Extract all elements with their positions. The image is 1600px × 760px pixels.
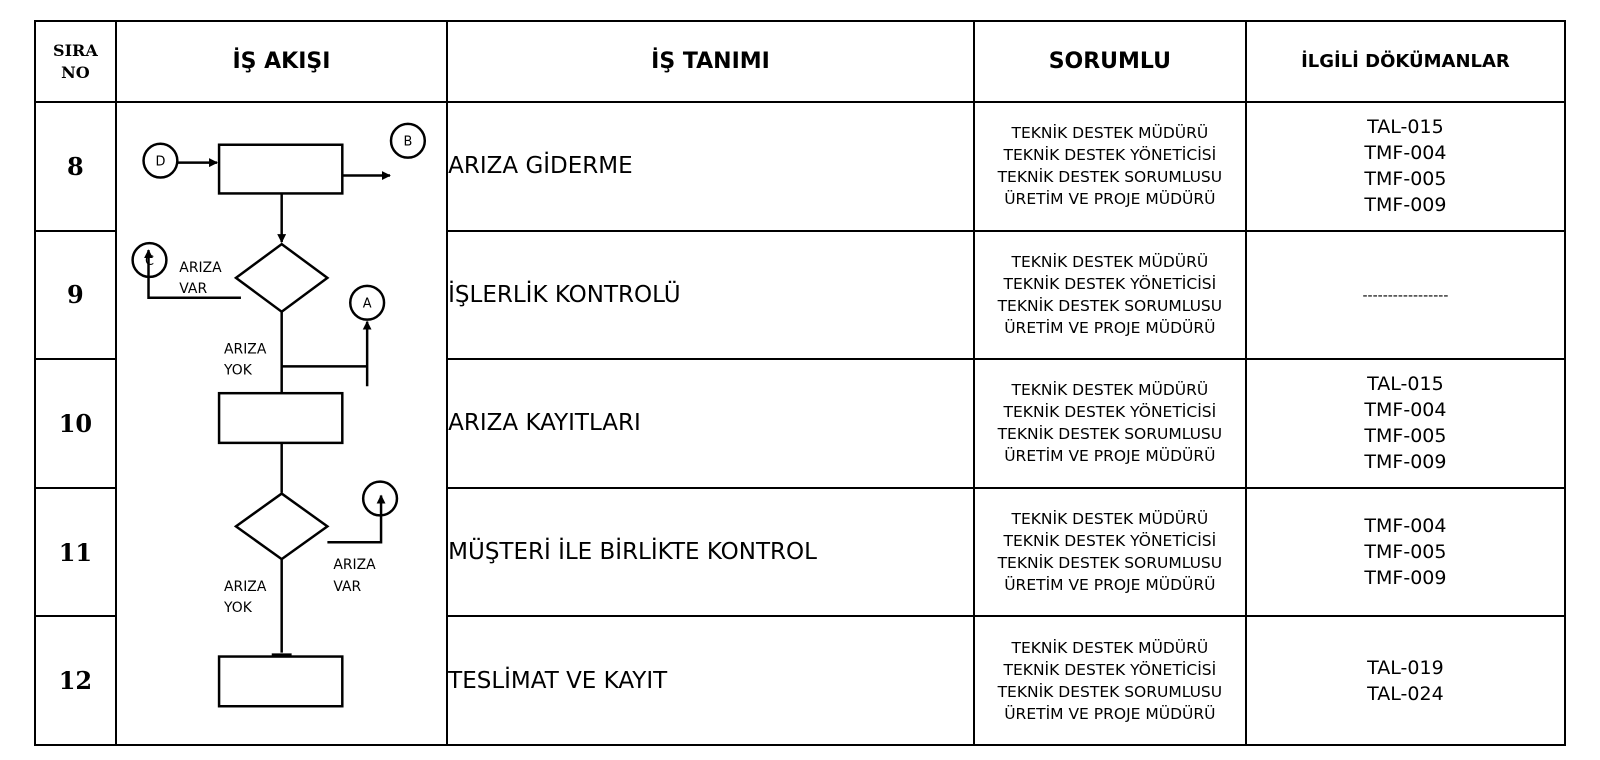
responsible-list (974, 231, 1246, 360)
responsible-item: TEKNİK DESTEK SORUMLUSU (997, 682, 1223, 701)
doc-placeholder: ----------------- (1362, 287, 1449, 304)
responsible-item: ÜRETİM VE PROJE MÜDÜRÜ (1004, 576, 1216, 595)
doc-code: TMF-009 (1364, 567, 1447, 590)
doc-code: TAL-015 (1367, 373, 1444, 396)
doc-code: TAL-024 (1367, 682, 1444, 705)
connector-a-label: A (362, 296, 372, 312)
row-number: 8 (35, 102, 116, 231)
doc-code: TMF-004 (1364, 142, 1447, 165)
responsible-item: TEKNİK DESTEK MÜDÜRÜ (1011, 510, 1209, 529)
workflow-cell (116, 102, 447, 745)
header-no-line2: NO (61, 62, 90, 82)
responsible-list (974, 616, 1246, 745)
responsible-list (974, 488, 1246, 617)
process-table (34, 20, 1566, 746)
responsible-item: TEKNİK DESTEK SORUMLUSU (997, 168, 1223, 187)
header-responsible: SORUMLU (974, 21, 1246, 102)
header-row (35, 21, 1565, 102)
table-row (35, 102, 1565, 231)
responsible-item: TEKNİK DESTEK YÖNETİCİSİ (1003, 532, 1217, 551)
fault-no-label: ARIZA (223, 341, 267, 358)
header-flow: İŞ AKIŞI (116, 21, 447, 102)
fault-no-label: YOK (223, 599, 252, 616)
doc-code: TMF-009 (1364, 194, 1447, 217)
related-docs (1246, 231, 1565, 360)
fault-yes-label: VAR (179, 280, 207, 297)
fault-yes-label: VAR (333, 578, 361, 595)
row-number: 9 (35, 231, 116, 360)
fault-yes-label: ARIZA (179, 259, 222, 276)
fault-yes-label: ARIZA (333, 557, 376, 574)
responsible-item: TEKNİK DESTEK MÜDÜRÜ (1011, 124, 1209, 143)
related-docs (1246, 616, 1565, 745)
responsible-item: TEKNİK DESTEK SORUMLUSU (997, 554, 1223, 573)
task-description: İŞLERLİK KONTROLÜ (447, 231, 974, 360)
responsible-item: ÜRETİM VE PROJE MÜDÜRÜ (1004, 190, 1216, 209)
responsible-item: ÜRETİM VE PROJE MÜDÜRÜ (1004, 318, 1216, 337)
doc-code: TMF-005 (1364, 425, 1447, 448)
doc-code: TMF-005 (1364, 541, 1447, 564)
flow-arrow-fault-yes (327, 496, 381, 543)
task-description: ARIZA KAYITLARI (447, 359, 974, 488)
task-description: MÜŞTERİ İLE BİRLİKTE KONTROL (447, 488, 974, 617)
responsible-item: TEKNİK DESTEK MÜDÜRÜ (1011, 638, 1209, 657)
responsible-list (974, 102, 1246, 231)
responsible-list (974, 359, 1246, 488)
header-no (35, 21, 116, 102)
related-docs (1246, 488, 1565, 617)
workflow-diagram (117, 103, 446, 744)
responsible-item: TEKNİK DESTEK SORUMLUSU (997, 425, 1223, 444)
responsible-item: TEKNİK DESTEK YÖNETİCİSİ (1003, 660, 1217, 679)
responsible-item: TEKNİK DESTEK YÖNETİCİSİ (1003, 146, 1217, 165)
doc-code: TMF-005 (1364, 168, 1447, 191)
process-table-frame (34, 20, 1566, 746)
row-number: 11 (35, 488, 116, 617)
doc-code: TMF-004 (1364, 399, 1447, 422)
responsible-item: TEKNİK DESTEK MÜDÜRÜ (1011, 381, 1209, 400)
fault-no-label: ARIZA (223, 578, 267, 595)
row-number: 12 (35, 616, 116, 745)
doc-code: TAL-015 (1367, 116, 1444, 139)
fault-no-label: YOK (223, 362, 252, 379)
doc-code: TMF-009 (1364, 451, 1447, 474)
responsible-item: TEKNİK DESTEK YÖNETİCİSİ (1003, 403, 1217, 422)
doc-code: TMF-004 (1364, 515, 1447, 538)
connector-d-label: D (155, 154, 166, 170)
row-number: 10 (35, 359, 116, 488)
responsible-item: TEKNİK DESTEK MÜDÜRÜ (1011, 252, 1209, 271)
task-description: TESLİMAT VE KAYIT (447, 616, 974, 745)
task-description: ARIZA GİDERME (447, 102, 974, 231)
decision-operability (236, 244, 327, 312)
responsible-item: ÜRETİM VE PROJE MÜDÜRÜ (1004, 704, 1216, 723)
connector-b-label: B (403, 134, 413, 150)
related-docs (1246, 359, 1565, 488)
responsible-item: ÜRETİM VE PROJE MÜDÜRÜ (1004, 447, 1216, 466)
process-box-records (219, 393, 342, 443)
decision-customer-check (236, 494, 327, 560)
process-box-repair (219, 145, 342, 194)
responsible-item: TEKNİK DESTEK YÖNETİCİSİ (1003, 274, 1217, 293)
connector-c-label: C (144, 253, 154, 269)
doc-code: TAL-019 (1367, 656, 1444, 679)
responsible-item: TEKNİK DESTEK SORUMLUSU (997, 296, 1223, 315)
header-docs: İLGİLİ DÖKÜMANLAR (1246, 21, 1565, 102)
header-no-line1: SIRA (53, 40, 98, 60)
process-box-delivery (219, 657, 342, 707)
related-docs (1246, 102, 1565, 231)
header-task: İŞ TANIMI (447, 21, 974, 102)
